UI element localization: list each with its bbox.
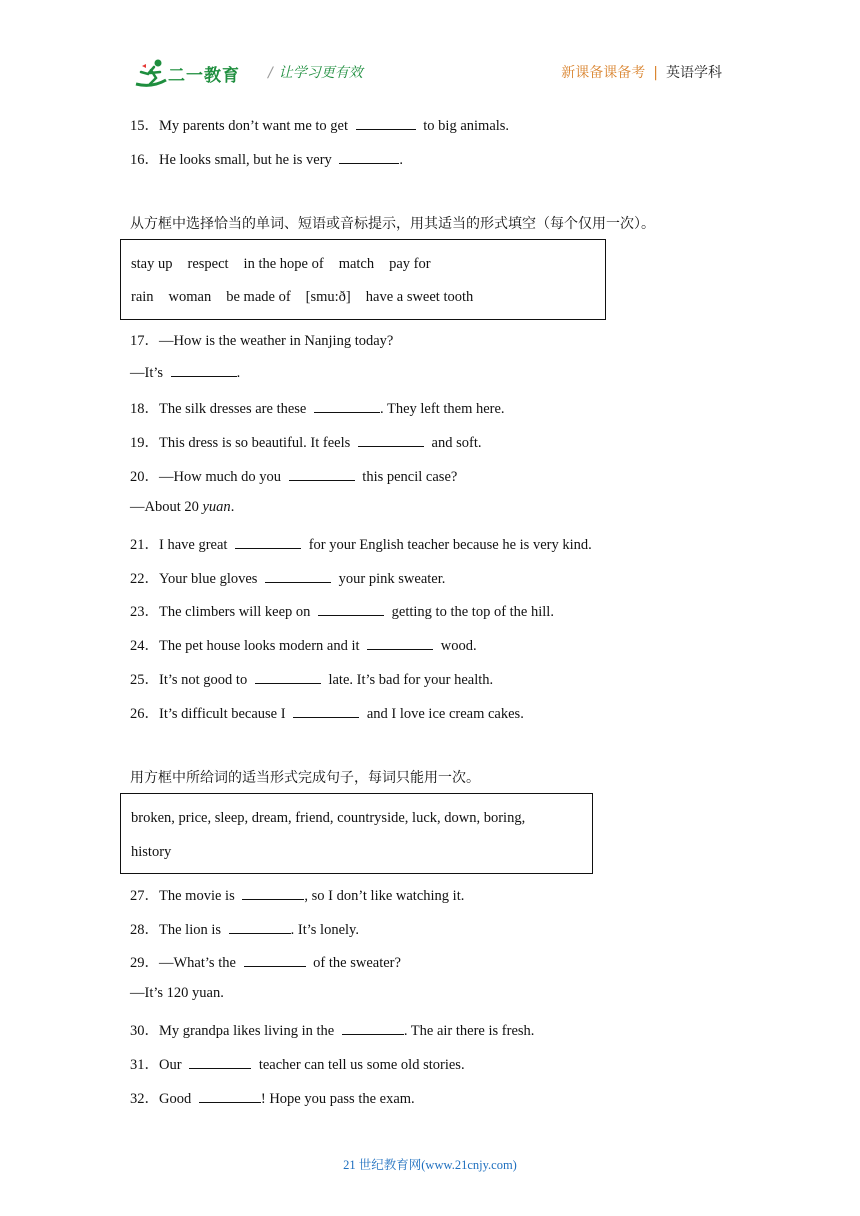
question-number: 25． xyxy=(130,672,159,688)
question-text: wood. xyxy=(437,638,477,654)
question-number: 16． xyxy=(130,152,159,168)
word-box-2 xyxy=(120,793,593,874)
question-text: for your English teacher because he is very kind. xyxy=(305,537,592,553)
question-text: —How much do you xyxy=(159,469,285,485)
question-number: 23． xyxy=(130,604,159,620)
question-text: late. It’s bad for your health. xyxy=(324,672,494,688)
question-text: . They left them here. xyxy=(380,401,505,417)
question-text: to big animals. xyxy=(419,118,510,134)
question-29 xyxy=(130,951,401,972)
question-text: I have great xyxy=(159,537,232,553)
answer-blank[interactable] xyxy=(289,467,355,481)
question-text: , so I don’t like watching it. xyxy=(304,888,465,904)
answer-blank[interactable] xyxy=(244,953,306,967)
question-20-reply xyxy=(130,499,234,516)
answer-blank[interactable] xyxy=(293,704,359,718)
question-23 xyxy=(130,600,554,621)
question-text: The silk dresses are these xyxy=(159,401,310,417)
question-number: 28． xyxy=(130,922,159,938)
question-25 xyxy=(130,668,493,689)
question-17 xyxy=(130,329,393,350)
question-text: your pink sweater. xyxy=(335,571,446,587)
question-15 xyxy=(130,114,509,135)
question-number: 30． xyxy=(130,1023,159,1039)
question-text: The lion is xyxy=(159,922,225,938)
answer-blank[interactable] xyxy=(265,569,331,583)
question-text: . It’s lonely. xyxy=(290,922,359,938)
answer-blank[interactable] xyxy=(342,1021,404,1035)
question-text: . xyxy=(399,152,404,168)
question-31 xyxy=(130,1053,465,1074)
question-text-italic: yuan xyxy=(202,499,231,515)
word-box-row-2 xyxy=(131,289,488,306)
word-box-1 xyxy=(120,239,606,320)
word-box-row-2: history xyxy=(131,844,172,860)
question-26 xyxy=(130,702,524,723)
question-text: getting to the top of the hill. xyxy=(388,604,554,620)
question-number: 21． xyxy=(130,537,159,553)
question-text: The pet house looks modern and it xyxy=(159,638,364,654)
answer-blank[interactable] xyxy=(255,670,321,684)
question-text: . xyxy=(236,365,241,381)
question-number: 15． xyxy=(130,118,159,134)
header-separator: | xyxy=(653,65,658,81)
answer-blank[interactable] xyxy=(339,150,399,164)
question-27 xyxy=(130,884,464,905)
question-text: this pencil case? xyxy=(358,469,458,485)
question-text: of the sweater? xyxy=(309,955,401,971)
question-16 xyxy=(130,148,403,169)
question-22 xyxy=(130,567,445,588)
answer-blank[interactable] xyxy=(367,636,433,650)
page-footer: 21 世纪教育网(www.21cnjy.com) xyxy=(343,1158,517,1172)
question-text: and I love ice cream cakes. xyxy=(363,706,524,722)
word-option: respect xyxy=(187,256,229,272)
slogan-slash: / xyxy=(268,65,273,81)
question-number: 24． xyxy=(130,638,159,654)
question-number: 19． xyxy=(130,435,159,451)
answer-blank[interactable] xyxy=(235,535,301,549)
word-box-row-1 xyxy=(131,256,446,273)
question-text: This dress is so beautiful. It feels xyxy=(159,435,354,451)
question-text: —How is the weather in Nanjing today? xyxy=(159,333,394,349)
slogan xyxy=(268,62,363,82)
question-text: It’s not good to xyxy=(159,672,251,688)
question-number: 18． xyxy=(130,401,159,417)
question-text: It’s difficult because I xyxy=(159,706,290,722)
question-text: . The air there is fresh. xyxy=(403,1023,535,1039)
word-option: [smu:ð] xyxy=(305,289,351,305)
answer-blank[interactable] xyxy=(199,1089,261,1103)
question-text: . xyxy=(230,499,235,515)
question-text: —What’s the xyxy=(159,955,240,971)
header-right xyxy=(561,62,722,82)
word-option: in the hope of xyxy=(243,256,324,272)
section-3-instructions: 用方框中所给词的适当形式完成句子，每词只能用一次。 xyxy=(130,770,480,786)
word-box-row-1: broken, price, sleep, dream, friend, countryside, luck, down, boring, xyxy=(131,810,526,826)
question-17-reply xyxy=(130,363,240,382)
header-subject: 英语学科 xyxy=(666,65,722,81)
word-option: stay up xyxy=(131,256,173,272)
word-option: match xyxy=(338,256,375,272)
question-text: ! Hope you pass the exam. xyxy=(260,1091,415,1107)
question-text: My parents don’t want me to get xyxy=(159,118,352,134)
question-24 xyxy=(130,634,477,655)
answer-blank[interactable] xyxy=(314,399,380,413)
word-option: woman xyxy=(168,289,212,305)
question-29-reply: —It’s 120 yuan. xyxy=(130,985,224,1001)
word-option: pay for xyxy=(389,256,431,272)
question-text: Your blue gloves xyxy=(159,571,262,587)
answer-blank[interactable] xyxy=(318,602,384,616)
question-text: and soft. xyxy=(427,435,482,451)
answer-blank[interactable] xyxy=(356,116,416,130)
answer-blank[interactable] xyxy=(189,1055,251,1069)
question-19 xyxy=(130,431,481,452)
question-text: Our xyxy=(159,1057,186,1073)
question-number: 31． xyxy=(130,1057,159,1073)
answer-blank[interactable] xyxy=(171,363,237,377)
question-number: 20． xyxy=(130,469,159,485)
question-21 xyxy=(130,533,592,554)
question-text: He looks small, but he is very xyxy=(159,152,336,168)
answer-blank[interactable] xyxy=(358,433,424,447)
answer-blank[interactable] xyxy=(242,886,304,900)
question-text: Good xyxy=(159,1091,195,1107)
page-header xyxy=(0,0,860,100)
question-number: 29． xyxy=(130,955,159,971)
answer-blank[interactable] xyxy=(229,920,291,934)
question-text: —About 20 xyxy=(130,499,203,515)
question-number: 27． xyxy=(130,888,159,904)
question-number: 26． xyxy=(130,706,159,722)
question-text: My grandpa likes living in the xyxy=(159,1023,338,1039)
question-32 xyxy=(130,1087,415,1108)
word-option: rain xyxy=(131,289,154,305)
question-20 xyxy=(130,465,457,486)
question-number: 22． xyxy=(130,571,159,587)
header-course: 新课备课备考 xyxy=(561,65,646,81)
question-number: 17． xyxy=(130,333,159,349)
question-18 xyxy=(130,397,505,418)
slogan-text: 让学习更有效 xyxy=(278,65,363,81)
logo-text: 二一教育 xyxy=(168,66,240,86)
question-text: teacher can tell us some old stories. xyxy=(255,1057,465,1073)
question-text: The movie is xyxy=(159,888,239,904)
question-28 xyxy=(130,918,359,939)
word-option: have a sweet tooth xyxy=(365,289,474,305)
section-2-instructions: 从方框中选择恰当的单词、短语或音标提示，用其适当的形式填空（每个仅用一次）。 xyxy=(130,216,655,232)
question-number: 32． xyxy=(130,1091,159,1107)
question-text: The climbers will keep on xyxy=(159,604,315,620)
word-option: be made of xyxy=(226,289,291,305)
question-text: —It’s xyxy=(130,365,167,381)
question-30 xyxy=(130,1019,534,1040)
